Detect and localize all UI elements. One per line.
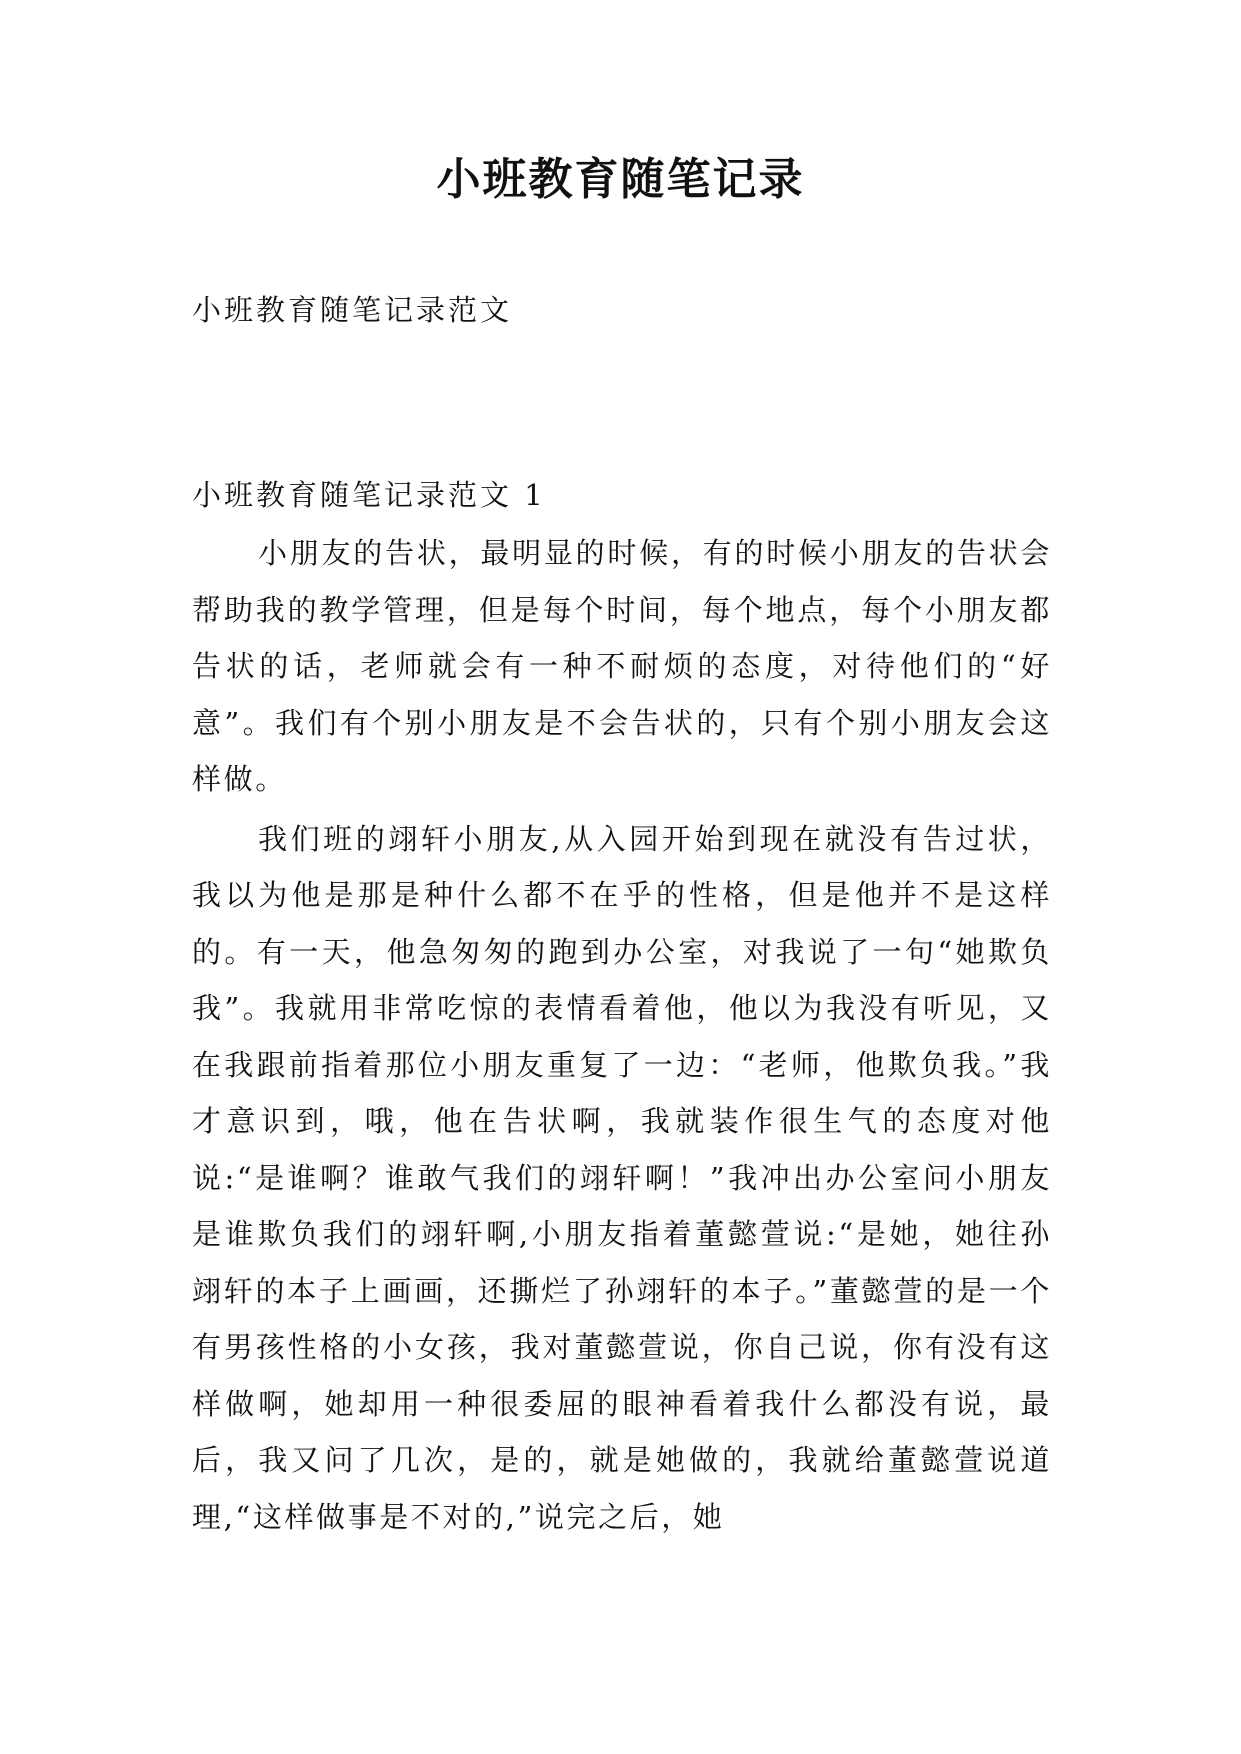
document-body bbox=[192, 525, 1052, 1545]
section-heading: 小班教育随笔记录范文 1 bbox=[192, 478, 546, 512]
document-subtitle: 小班教育随笔记录范文 bbox=[192, 293, 513, 327]
paragraph: 小朋友的告状，最明显的时候，有的时候小朋友的告状会帮助我的教学管理，但是每个时间，每个地点，每个小朋友都告状的话，老师就会有一种不耐烦的态度，对待他们的“好意”。我们有个别小朋友是不会告状的，只有个别小朋友会这样做。 bbox=[192, 536, 1052, 796]
document-title: 小班教育随笔记录 bbox=[436, 154, 805, 205]
paragraph: 我们班的翊轩小朋友,从入园开始到现在就没有告过状，我以为他是那是种什么都不在乎的性格，但是他并不是这样的。有一天，他急匆匆的跑到办公室，对我说了一句“她欺负我”。我就用非常吃惊的表情看着他，他以为我没有听见，又在我跟前指着那位小朋友重复了一边：“老师，他欺负我。”我才意识到，哦，他在告状啊，我就装作很生气的态度对他说:“是谁啊？谁敢气我们的翊轩啊！”我冲出办公室问小朋友是谁欺负我们的翊轩啊,小朋友指着董懿萱说:“是她，她往孙翊轩的本子上画画，还撕烂了孙翊轩的本子。”董懿萱的是一个有男孩性格的小女孩，我对董懿萱说，你自己说，你有没有这样做啊，她却用一种很委屈的眼神看着我什么都没有说，最后，我又问了几次，是的，就是她做的，我就给董懿萱说道理,“这样做事是不对的,”说完之后，她 bbox=[192, 821, 1052, 1534]
